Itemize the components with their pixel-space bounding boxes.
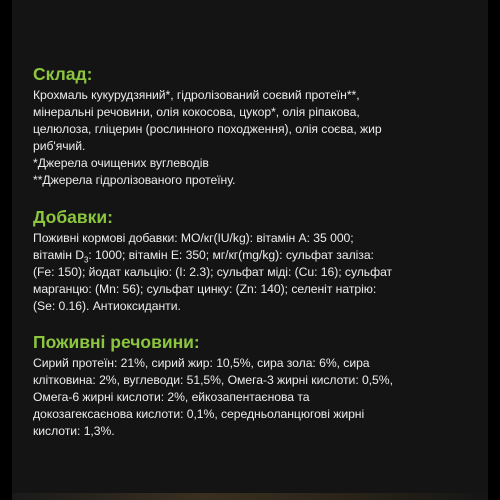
composition-text [33, 87, 473, 189]
composition-section [33, 64, 473, 189]
composition-footnote: *Джерела очищених вуглеводів [33, 156, 209, 170]
additives-line: марганцю: (Mn: 56); сульфат цинку: (Zn: 140); селеніт натрію: [33, 282, 377, 296]
nutrients-line: Сирий протеїн: 21%, сирий жир: 10,5%, сира зола: 6%, сира [33, 356, 370, 370]
additives-line: Поживні кормові добавки: МО/кг(IU/kg): вітамін A: 35 000; [33, 231, 354, 245]
nutrients-heading: Поживні речовини: [33, 332, 200, 352]
vitamin-d-subscript: 3 [83, 255, 89, 265]
additives-line: (Se: 0.16). Антиоксиданти. [33, 299, 181, 313]
label-content [33, 64, 473, 440]
additives-heading: Добавки: [33, 207, 114, 227]
composition-heading: Склад: [33, 64, 93, 84]
bottom-decor-strip [12, 493, 488, 500]
nutrients-section [33, 332, 473, 440]
nutrients-line: кислоти: 1,3%. [33, 424, 115, 438]
vitamin-d-label: вітамін D [33, 248, 84, 262]
nutrients-text [33, 355, 473, 440]
additives-line: (Fe: 150); йодат кальцію: (I: 2.3); сульфат міді: (Cu: 16); сульфат [33, 265, 393, 279]
composition-line: Крохмаль кукурудзяний*, гідролізований соєвий протеїн**, [33, 88, 360, 102]
nutrients-line: Омега-6 жирні кислоти: 2%, ейкозапентаєнова та [33, 390, 310, 404]
composition-line: мінеральні речовини, олія кокосова, цукор*, олія ріпакова, [33, 105, 360, 119]
additives-section [33, 207, 473, 315]
nutrients-line: клітковина: 2%, вуглеводи: 51,5%, Омега-3 жирні кислоти: 0,5%, [33, 373, 393, 387]
composition-line: целюлоза, гліцерин (рослинного походження), олія соєва, жир [33, 122, 382, 136]
composition-footnote: **Джерела гідролізованого протеїну. [33, 173, 236, 187]
additives-line [33, 247, 473, 264]
composition-line: риб'ячий. [33, 139, 86, 153]
additives-line-continuation: : 1000; вітамін E: 350; мг/кг(mg/kg): сульфат заліза: [88, 248, 374, 262]
nutrients-line: докозагексаєнова кислоти: 0,1%, середньоланцюгові жирні [33, 407, 365, 421]
additives-text [33, 230, 473, 315]
